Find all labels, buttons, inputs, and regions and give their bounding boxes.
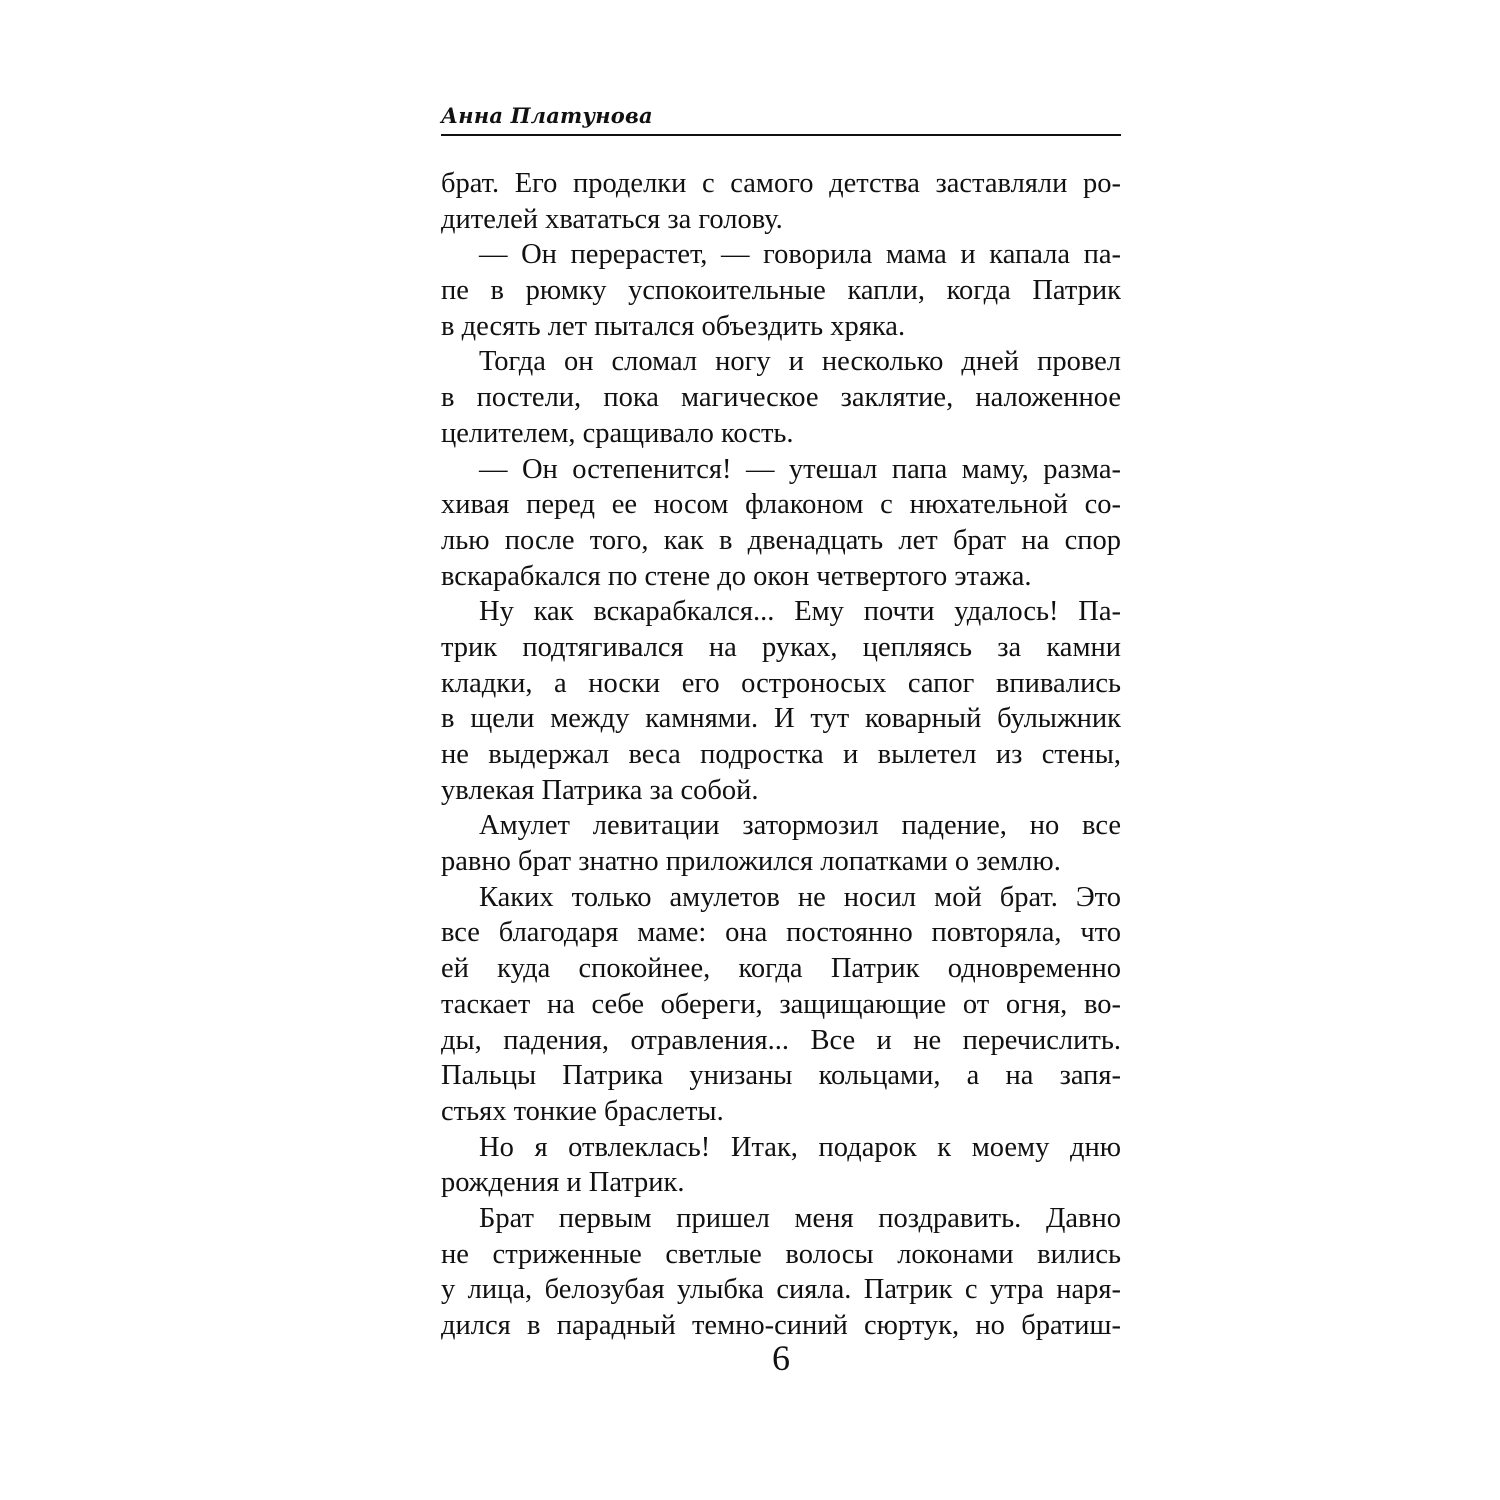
text-line: брат. Его проделки с самого детства заставляли ро- [441,168,1121,199]
text-line: вскарабкался по стене до окон четвертого этажа. [441,560,1032,592]
text-line: в постели, пока магическое заклятие, наложенное [441,382,1121,414]
text-line: целителем, сращивало кость. [441,417,794,449]
running-head [441,104,1121,136]
text-line: ей куда спокойнее, когда Патрик одновременно [441,953,1121,985]
text-line: пе в рюмку успокоительные капли, когда Патрик [441,275,1121,307]
text-line: стьях тонкие браслеты. [441,1095,724,1127]
text-line: все благодаря маме: она постоянно повторяла, что [441,917,1121,949]
text-line: дился в парадный темно-синий сюртук, но братиш- [441,1310,1121,1341]
text-line: в щели между камнями. И тут коварный булыжник [441,703,1121,735]
text-line: не выдержал веса подростка и вылетел из стены, [441,739,1121,770]
text-line: увлекая Патрика за собой. [441,774,759,806]
text-line: равно брат знатно приложился лопатками о землю. [441,846,1061,878]
text-line: Тогда он сломал ногу и несколько дней провел [479,346,1121,378]
text-line: Каких только амулетов не носил мой брат. Это [479,881,1121,913]
text-line: дителей хвататься за голову. [441,203,783,235]
text-line: у лица, белозубая улыбка сияла. Патрик с утра наря- [441,1274,1121,1306]
text-line: в десять лет пытался объездить хряка. [441,310,906,342]
text-line: трик подтягивался на руках, цепляясь за камни [441,631,1121,663]
text-line: Брат первым пришел меня поздравить. Давно [479,1202,1121,1234]
page-number: 6 [772,1338,790,1378]
text-line: не стриженные светлые волосы локонами вились [441,1238,1121,1270]
text-line: — Он остепенится! — утешал папа маму, разма- [479,453,1121,485]
author-name: Анна Платунова [441,103,653,128]
text-line: ды, падения, отравления... Все и не перечислить. [441,1024,1121,1056]
text-line: Но я отвлеклась! Итак, подарок к моему дню [479,1131,1121,1163]
text-line: хивая перед ее носом флаконом с нюхательной со- [441,489,1121,521]
text-line: таскает на себе обереги, защищающие от огня, во- [441,988,1121,1020]
text-line: лью после того, как в двенадцать лет брат на спор [441,524,1121,556]
text-line: Амулет левитации затормозил падение, но все [479,810,1121,842]
text-line: Ну как вскарабкался... Ему почти удалось! Па- [479,596,1121,628]
text-line: рождения и Патрик. [441,1167,685,1199]
text-line: кладки, а носки его остроносых сапог впивались [441,667,1121,699]
body-text [441,166,1121,1344]
text-line: — Он перерастет, — говорила мама и капала па- [479,239,1121,271]
text-line: Пальцы Патрика унизаны кольцами, а на запя- [441,1060,1121,1092]
